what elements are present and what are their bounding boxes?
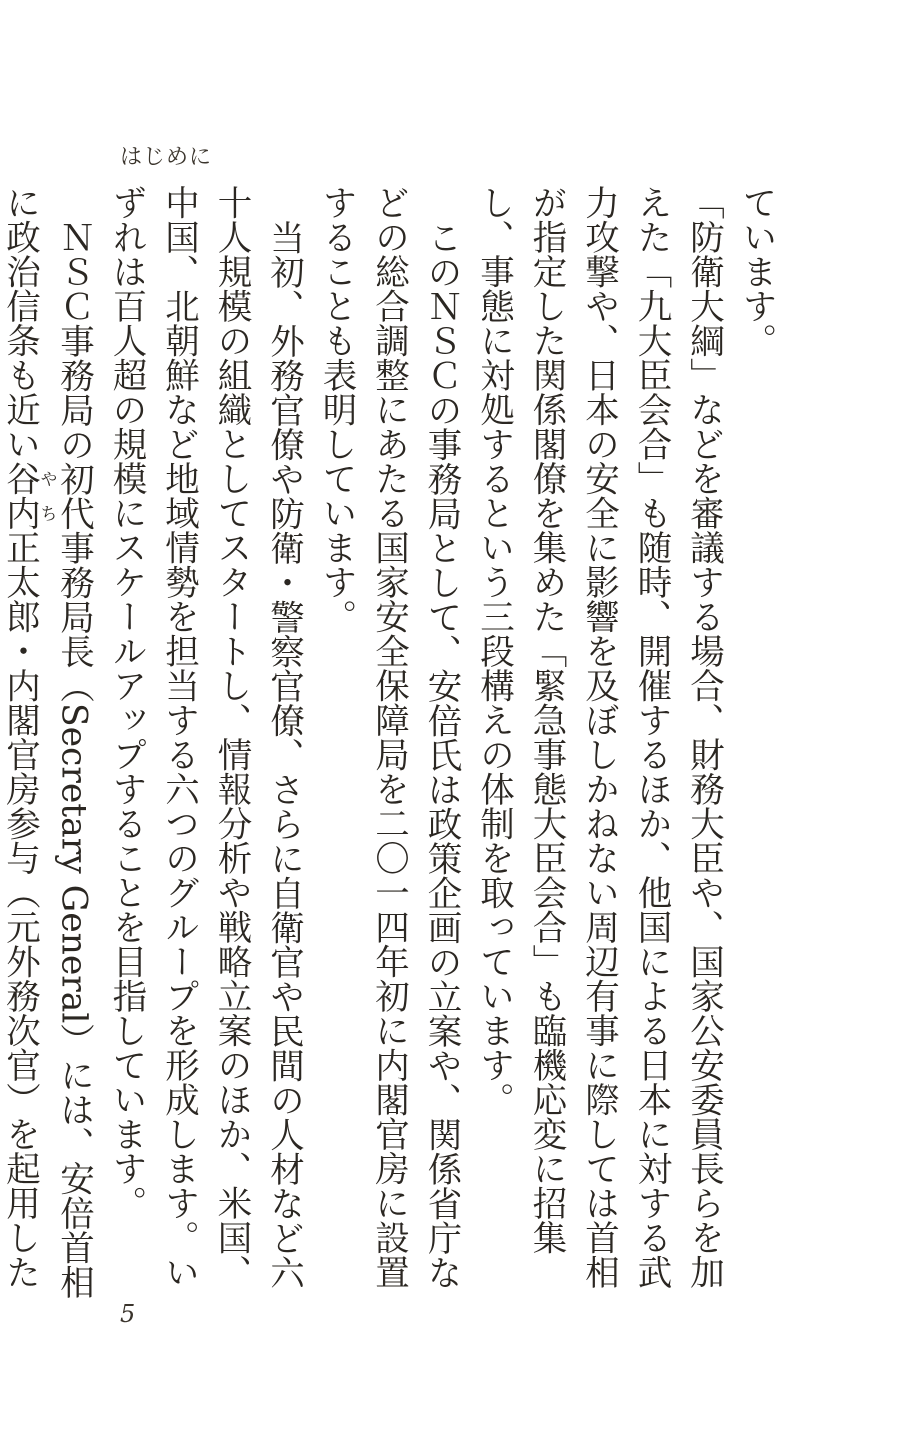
paragraph-secretary-general: ＮＳＣ事務局の初代事務局長（Secretary General）には、安倍首相に政治信条も近い谷内やち正太郎・内閣官房参与（元外務次官）を起用した <box>0 185 94 1299</box>
ruby-reading: やち <box>36 461 57 530</box>
paragraph-initial-organization: 当初、外務官僚や防衛・警察官僚、さらに自衛官や民間の人材など六十人規模の組織としてスタートし、情報分析や戦略立案のほか、米国、中国、北朝鮮など地域情勢を担当する六つのグループを形成します。いずれは百人超の規模にスケールアップすることを目指しています。 <box>106 185 304 1289</box>
paragraph-nsc-secretariat: このＮＳＣの事務局として、安倍氏は政策企画の立案や、関係省庁などの総合調整にあたる国家安全保障局を二〇一四年初に内閣官房に設置することも表明しています。 <box>316 185 461 1289</box>
running-head: はじめに <box>120 145 213 170</box>
paragraph-continuation: ています。 <box>736 185 776 358</box>
page-number: 5 <box>120 1300 136 1328</box>
paragraph-cabinet-meetings: 「防衛大綱」などを審議する場合、財務大臣や、国家公安委員長らを加えた「九大臣会合」も随時、開催するほか、他国による日本に対する武力攻撃や、日本の安全に影響を及ぼしかねない周辺有事に際しては首相が指定した関係閣僚を集めた「緊急事態大臣会合」も臨機応変に招集し、事態に対処するという三段構えの体制を取っています。 <box>473 185 724 1289</box>
vertical-text-block <box>0 185 782 1300</box>
ruby-yachi <box>0 461 57 530</box>
ruby-base: 谷内 <box>0 461 40 530</box>
